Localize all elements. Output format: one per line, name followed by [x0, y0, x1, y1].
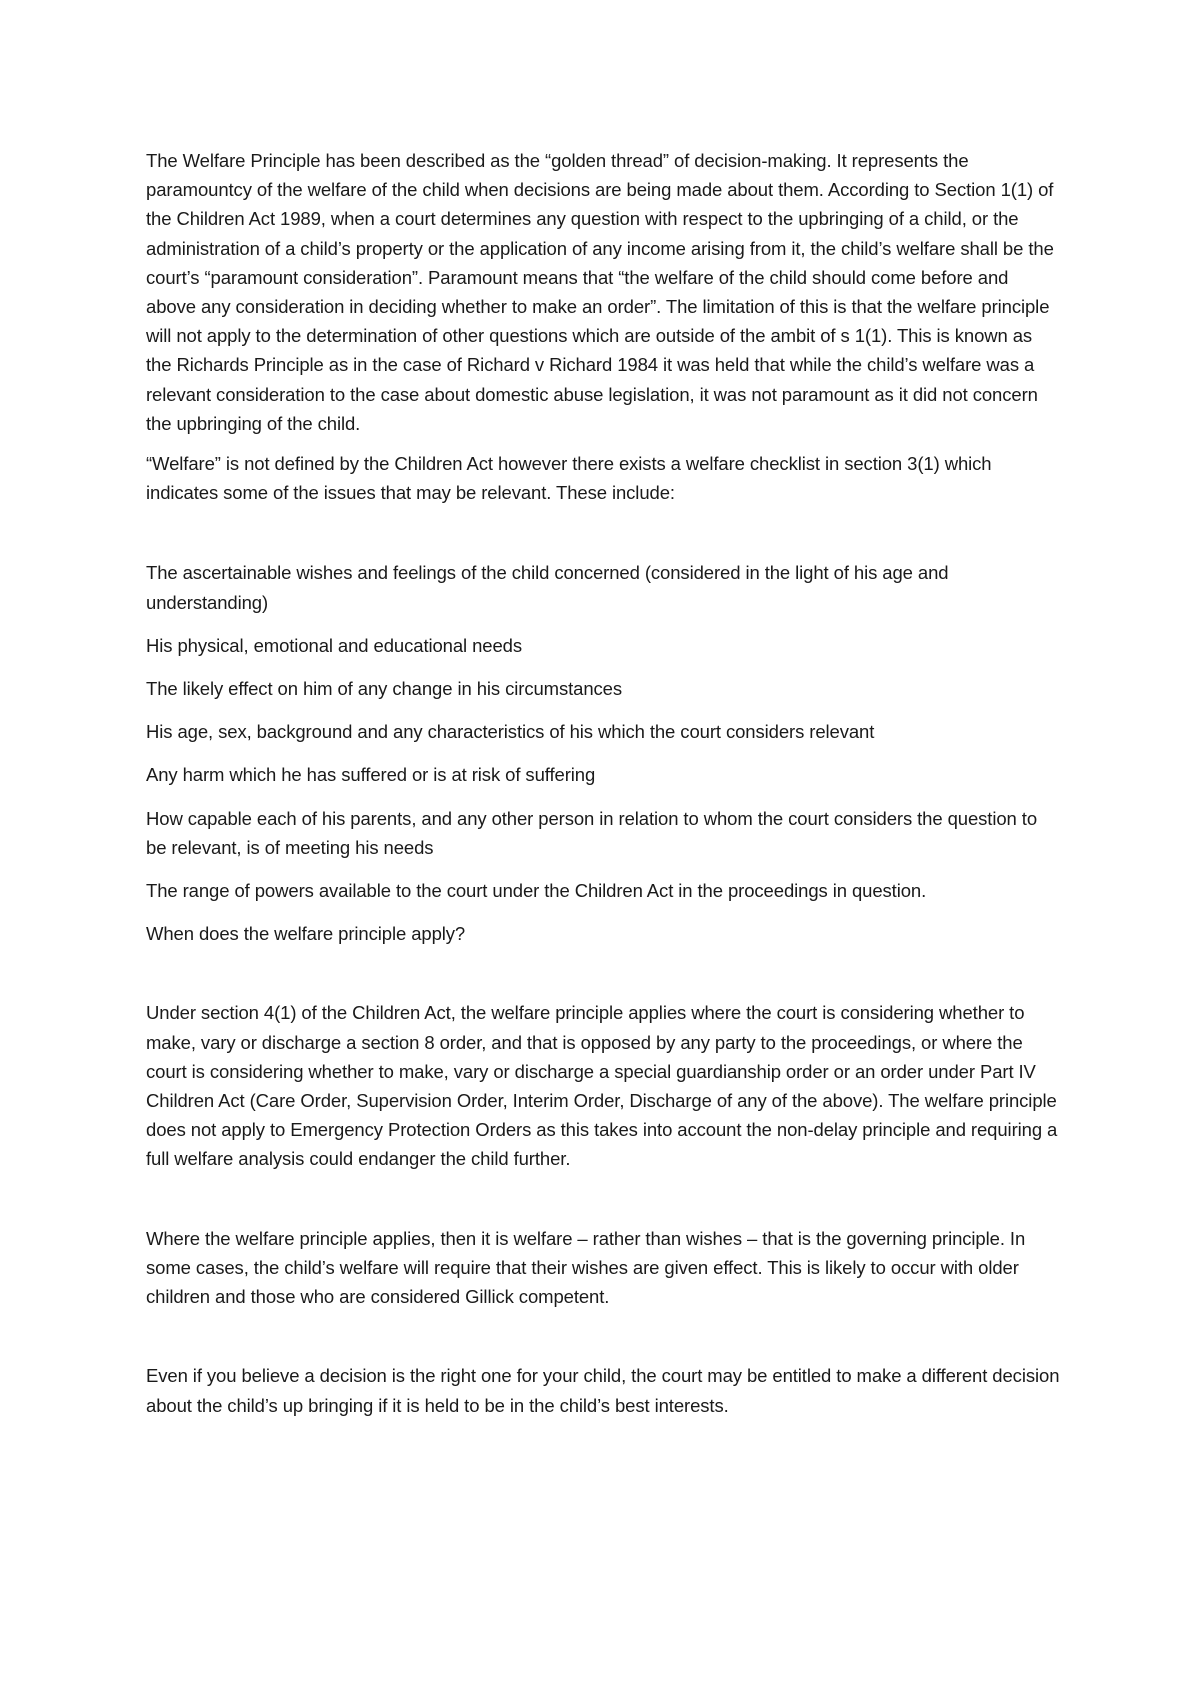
best-interests-paragraph: Even if you believe a decision is the right one for your child, the court may be entitled to make a different decision about the child’s up bringing if it is held to be in the child’s best interests. [146, 1365, 1060, 1416]
checklist-item: The range of powers available to the court under the Children Act in the proceedings in question. [146, 880, 927, 902]
checklist-item: His age, sex, background and any characteristics of his which the court considers relevant [146, 721, 875, 743]
section-question: When does the welfare principle apply? [146, 923, 466, 945]
application-paragraph: Under section 4(1) of the Children Act, the welfare principle applies where the court is considering whether to make, vary or discharge a section 8 order, and that is opposed by any party to the proceedings, or where the court is considering whether to make, vary or discharge a special guardianship order or an order under Part IV Children Act (Care Order, Supervision Order, Interim Order, Discharge of any of the above). The welfare principle does not apply to Emergency Protection Orders as this takes into account the non-delay principle and requiring a full welfare analysis could endanger the child further. [146, 1002, 1058, 1170]
wishes-paragraph: Where the welfare principle applies, then it is welfare – rather than wishes – that is the governing principle. In some cases, the child’s welfare will require that their wishes are given effect. This is likely to occur with older children and those who are considered Gillick competent. [146, 1227, 1026, 1308]
welfare-definition-paragraph: “Welfare” is not defined by the Children Act however there exists a welfare checklist in section 3(1) which indicates some of the issues that may be relevant. These include: [146, 453, 992, 504]
checklist-item: His physical, emotional and educational needs [146, 634, 523, 656]
checklist-item: Any harm which he has suffered or is at risk of suffering [146, 764, 596, 786]
document-body [146, 146, 1062, 1420]
checklist-item: How capable each of his parents, and any other person in relation to whom the court considers the question to be relevant, is of meeting his needs [146, 807, 1038, 858]
checklist-item: The likely effect on him of any change in his circumstances [146, 678, 623, 700]
checklist-item: The ascertainable wishes and feelings of the child concerned (considered in the light of his age and understanding) [146, 562, 949, 613]
intro-paragraph: The Welfare Principle has been described as the “golden thread” of decision-making. It represents the paramountcy of the welfare of the child when decisions are being made about them. According to Section 1(1) of the Children Act 1989, when a court determines any question with respect to the upbringing of a child, or the administration of a child’s property or the application of any income arising from it, the child’s welfare shall be the court’s “paramount consideration”. Paramount means that “the welfare of the child should come before and above any consideration in deciding whether to make an order”. The limitation of this is that the welfare principle will not apply to the determination of other questions which are outside of the ambit of s 1(1). This is known as the Richards Principle as in the case of Richard v Richard 1984 it was held that while the child’s welfare was a relevant consideration to the case about domestic abuse legislation, it was not paramount as it did not concern the upbringing of the child. [146, 150, 1054, 434]
